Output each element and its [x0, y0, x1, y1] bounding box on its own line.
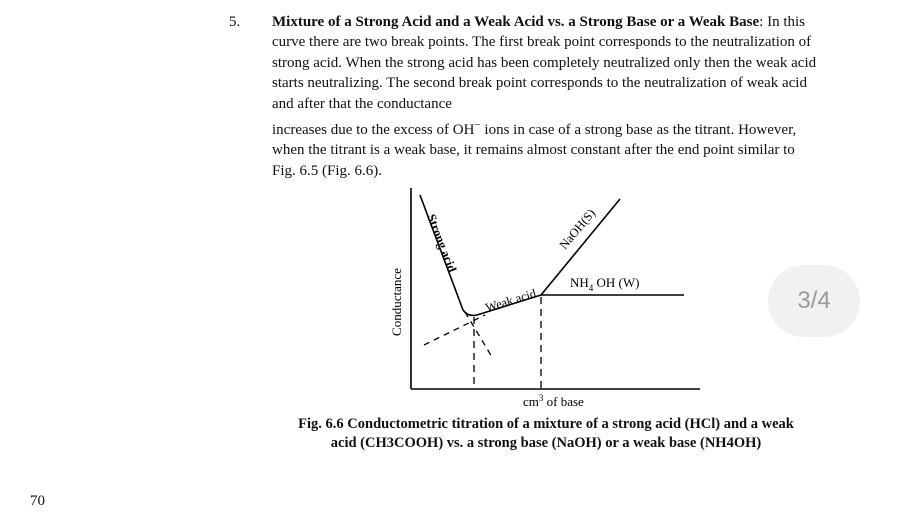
x-axis-label-sup: 3: [538, 393, 544, 403]
strong-acid-label: Strong acid: [424, 212, 460, 275]
hydroxide-charge: −: [474, 119, 481, 131]
item-number: 5.: [229, 14, 241, 30]
paragraph-1: [272, 12, 820, 114]
nh4oh-label: [570, 275, 640, 293]
nh4oh-label-suffix: OH (W): [593, 275, 640, 290]
y-axis-label: Conductance: [389, 268, 404, 336]
nh4oh-label-sub: 4: [588, 283, 594, 293]
x-axis-label-main: cm: [523, 394, 539, 409]
page-indicator: 3/4: [768, 265, 860, 337]
item-heading: Mixture of a Strong Acid and a Weak Acid vs. a Strong Base or a Weak Base: [272, 14, 760, 30]
caption-line-2: acid (CH3COOH) vs. a strong base (NaOH) or a weak base (NH4OH): [330, 435, 762, 451]
paragraph-1-text: : In this curve there are two break points. The first break point corresponds to the neutralization of strong acid. When the strong acid has been completely neutralized only then the weak acid starts neutralizing. The second break point corresponds to the neutralization of weak acid and after that the conductance: [272, 14, 817, 112]
paragraph-2: [272, 115, 820, 181]
weak-acid-label: Weak acid: [483, 286, 538, 315]
paragraph-2-text-b: ions in case of a strong base as the titrant. However, when the titrant is a weak base, it remains almost constant after the end point similar to Fig. 6.5 (Fig. 6.6).: [272, 122, 797, 179]
caption-line-1: Fig. 6.6 Conductometric titration of a mixture of a strong acid (HCl) and a weak: [298, 416, 794, 432]
paragraph-2-text-a: increases due to the excess of OH: [272, 122, 475, 138]
x-axis-label-rest: of base: [543, 394, 584, 409]
figure-caption: [268, 415, 824, 453]
page-number: 70: [30, 493, 45, 509]
nh4oh-label-prefix: NH: [570, 275, 589, 290]
dashed-extrapolation-left: [424, 315, 485, 345]
titration-figure: [380, 185, 710, 415]
naoh-label: NaOH(S): [556, 206, 599, 252]
x-axis-label: [523, 393, 584, 409]
